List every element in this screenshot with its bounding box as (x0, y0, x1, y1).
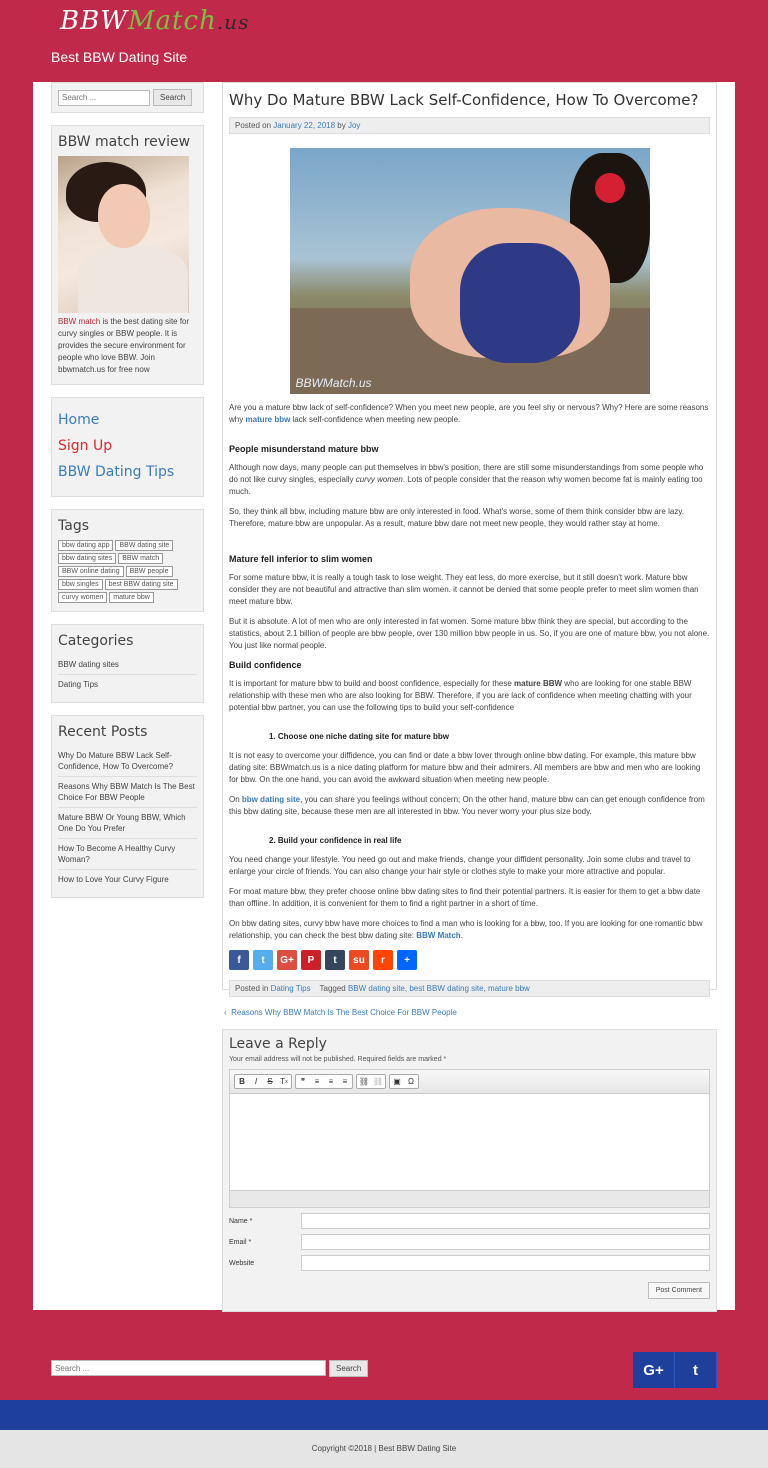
site-logo[interactable] (60, 6, 249, 36)
twitter-icon[interactable]: t (675, 1352, 717, 1388)
copyright: Copyright ©2018 | Best BBW Dating Site (0, 1430, 768, 1468)
logo-text-us: .us (216, 10, 250, 34)
tag-link[interactable]: BBW online dating (58, 566, 124, 577)
unlink-icon[interactable]: ⛓ (372, 1077, 384, 1086)
blockquote-icon[interactable]: ❞ (300, 1077, 306, 1086)
intro-link[interactable]: mature bbw (245, 415, 291, 424)
review-photo (58, 156, 189, 313)
stumbleupon-icon[interactable]: su (349, 950, 369, 970)
section-heading: Build confidence (229, 660, 302, 670)
bold-icon[interactable]: B (239, 1077, 245, 1086)
tag-link[interactable]: mature bbw (109, 592, 154, 603)
main-content (222, 82, 717, 1312)
chevron-left-icon: ‹ (224, 1008, 232, 1017)
share-plus-icon[interactable]: + (397, 950, 417, 970)
tags-widget (51, 509, 204, 612)
paragraph: It is important for mature bbw to build and boost confidence, especially for these mature BBW who are looking for one stable BBW relationship with these men who are also looking for BBW. Therefore, if you are lack of confidence when meeting chatting with your potential bbw partner, you can use the following tips to build your self-confidence (229, 679, 692, 712)
link-icon[interactable]: ⛓ (358, 1077, 370, 1086)
footer-band (0, 1400, 768, 1430)
inline-link[interactable]: BBW Match (416, 931, 461, 940)
inline-link[interactable]: bbw dating site (241, 795, 301, 804)
post-footer-meta: Posted in Dating Tips Tagged BBW dating site, best BBW dating site, mature bbw (229, 980, 710, 997)
recent-post-link[interactable]: How To Become A Healthy Curvy Woman? (58, 839, 197, 870)
tag-link[interactable]: bbw dating sites (58, 553, 116, 564)
facebook-icon[interactable]: f (229, 950, 249, 970)
nav-home[interactable]: Home (58, 412, 100, 428)
italic-icon[interactable]: I (254, 1077, 258, 1086)
editor-resize-bar[interactable] (230, 1190, 709, 1207)
sidebar-search-button[interactable]: Search (153, 89, 192, 106)
recent-posts-widget (51, 715, 204, 898)
previous-post-nav[interactable] (224, 1008, 717, 1017)
strikethrough-icon[interactable]: S (267, 1077, 273, 1086)
site-header (0, 0, 768, 82)
category-link[interactable]: Dating Tips (58, 680, 99, 689)
post-author-link[interactable]: Joy (347, 121, 361, 130)
image-icon[interactable]: ▣ (393, 1077, 401, 1086)
paragraph: It is not easy to overcome your diffidence, you can find or date a bbw lover through online bbw dating. For example, this mature bbw dating site: BBWmatch.us is a nice dating platform for mature bbw and their admirers. All members are bbw and men who are looking for bbw. On the one hand, you can avoid the awkward situation when meeting new people. (229, 751, 701, 784)
share-buttons (229, 950, 710, 970)
previous-post-link[interactable]: Reasons Why BBW Match Is The Best Choice For BBW People (231, 1008, 457, 1017)
list-item-heading: 1. Choose one niche dating site for mature bbw (269, 732, 450, 741)
recent-post-link[interactable]: Why Do Mature BBW Lack Self-Confidence, How To Overcome? (58, 746, 197, 777)
paragraph: For some mature bbw, it is really a tough task to lose weight. They eat less, do more exercise, but it still doesn't work. Mature bbw consider they are not beautiful and attractive than slim women. it cannot be denied that some people prefer to meet slim women than meet mature bbw. (229, 573, 699, 606)
paragraph: On bbw dating sites, curvy bbw have more choices to find a man who is looking for a bbw, too. If you are looking for one romantic bbw relationship, you can check the best bbw dating site: BBW Match. (229, 919, 703, 940)
paragraph: So, they think all bbw, including mature bbw are only interested in food. What's worse, some of them think consider bbw are lazy. Therefore, mature bbw are unpopular. As a result, mature bbw dare not meet new people, they would rather stay at home. (229, 507, 684, 528)
post-title: Why Do Mature BBW Lack Self-Confidence, How To Overcome? (229, 91, 699, 109)
categories-title: Categories (58, 633, 134, 649)
paragraph: For moat mature bbw, they prefer choose online bbw dating sites to find their potential partners. It is easier for them to get a bbw date than offline. In addition, it is convenient for them to find a right partner in a short of time. (229, 887, 701, 908)
section-heading: People misunderstand mature bbw (229, 444, 379, 454)
featured-image (290, 148, 650, 394)
sidebar (51, 82, 204, 910)
tags-links[interactable]: BBW dating site, best BBW dating site, mature bbw (347, 984, 530, 993)
align-left-icon[interactable]: ≡ (314, 1077, 320, 1086)
sidebar-search-widget (51, 82, 204, 113)
tag-link[interactable]: BBW people (126, 566, 173, 577)
logo-text-bbw: BBW (60, 6, 128, 36)
email-input[interactable] (301, 1234, 710, 1250)
article (222, 82, 717, 993)
paragraph: But it is absolute. A lot of men who are only interested in fat women. Some mature bbw think they are special, but according to the statistics, about 2.1 billion of people are bbw people, over 130 million bbw people in us. So, if you are one of mature bbw, you not alone. You just like normal people. (229, 617, 710, 650)
align-center-icon[interactable]: ≡ (328, 1077, 334, 1086)
tag-link[interactable]: bbw dating app (58, 540, 113, 551)
align-right-icon[interactable]: ≡ (342, 1077, 348, 1086)
post-date-link[interactable]: January 22, 2018 (273, 121, 336, 130)
tag-link[interactable]: bbw singles (58, 579, 103, 590)
clear-format-icon[interactable]: T x (280, 1077, 288, 1086)
reddit-icon[interactable]: r (373, 950, 393, 970)
recent-post-link[interactable]: Reasons Why BBW Match Is The Best Choice For BBW People (58, 777, 197, 808)
special-char-icon[interactable]: Ω (408, 1077, 414, 1086)
pinterest-icon[interactable]: P (301, 950, 321, 970)
intro-paragraph: Are you a mature bbw lack of self-confidence? When you meet new people, are you feel shy or nervous? Why? Here are some reasons why mature bbw lack self-confidence when meeting new people. (229, 403, 709, 424)
site-title[interactable]: Best BBW Dating Site (51, 49, 188, 65)
social-links (633, 1352, 717, 1388)
nav-dating-tips[interactable]: BBW Dating Tips (58, 464, 175, 480)
categories-widget (51, 624, 204, 703)
footer-search (51, 1360, 368, 1377)
footer-search-button[interactable]: Search (329, 1360, 368, 1377)
logo-text-match: Match (127, 6, 217, 36)
tag-cloud (58, 540, 197, 603)
website-label: Website (229, 1259, 255, 1267)
category-link[interactable]: BBW dating sites (58, 655, 197, 675)
tag-link[interactable]: best BBW dating site (105, 579, 178, 590)
required-note: Your email address will not be published. Required fields are marked * (229, 1056, 447, 1063)
twitter-icon[interactable]: t (253, 950, 273, 970)
paragraph: You need change your lifestyle. You need go out and make friends, change your diffident personality. Join some clubs and travel to enlarge your circle of friends. You can also change your hair style or clothes style to make your more attractive and popular. (229, 855, 691, 876)
sidebar-search-input[interactable] (58, 90, 150, 106)
name-input[interactable] (301, 1213, 710, 1229)
review-text (58, 316, 197, 376)
name-label: Name * (229, 1217, 253, 1225)
recent-post-link[interactable]: How to Love Your Curvy Figure (58, 875, 169, 884)
editor-toolbar (230, 1070, 709, 1094)
review-link[interactable]: BBW match (58, 317, 101, 326)
section-heading: Mature fell inferior to slim women (229, 554, 373, 564)
tag-link[interactable]: curvy women (58, 592, 107, 603)
post-comment-button[interactable]: Post Comment (648, 1282, 710, 1299)
category-link[interactable]: Dating Tips (270, 984, 311, 993)
reply-title: Leave a Reply (229, 1036, 327, 1052)
comment-editor (229, 1069, 710, 1208)
post-meta: Posted on January 22, 2018 by Joy (229, 117, 710, 134)
tag-link[interactable]: BBW dating site (115, 540, 173, 551)
nav-signup[interactable]: Sign Up (58, 438, 113, 454)
tags-title: Tags (58, 518, 89, 534)
content-wrapper (33, 82, 735, 1310)
paragraph: Although now days, many people can put themselves in bbw's position, there are still some misunderstandings from some people who do not like curvy singles, especially curvy women. Lots of people consider that the reason why women become fat is mainly eating too much. (229, 463, 704, 496)
image-watermark: BBWMatch.us (295, 376, 372, 390)
review-body: is the best dating site for curvy singles or BBW people. It is provides the secure environment for people who love BBW. Join bbwmatch.us for free now (58, 317, 190, 374)
google-plus-icon[interactable]: G+ (633, 1352, 675, 1388)
recent-post-link[interactable]: Mature BBW Or Young BBW, Which One Do You Prefer (58, 808, 197, 839)
google-plus-icon[interactable]: G+ (277, 950, 297, 970)
tag-link[interactable]: BBW match (118, 553, 163, 564)
footer-search-input[interactable] (51, 1360, 326, 1376)
comment-form (222, 1029, 717, 1312)
comment-textarea[interactable] (230, 1094, 709, 1190)
list-item-heading: 2. Build your confidence in real life (269, 836, 402, 845)
review-title: BBW match review (58, 134, 191, 150)
recent-posts-title: Recent Posts (58, 724, 148, 740)
review-widget (51, 125, 204, 385)
email-label: Email * (229, 1238, 252, 1246)
paragraph: On bbw dating site, you can share you feelings without concern; On the other hand, mature bbw can can get enough confidence from this bbw dating site, because these men are all interested in bbw. You never worry your plus size body. (229, 795, 705, 816)
website-input[interactable] (301, 1255, 710, 1271)
tumblr-icon[interactable]: t (325, 950, 345, 970)
nav-widget (51, 397, 204, 497)
